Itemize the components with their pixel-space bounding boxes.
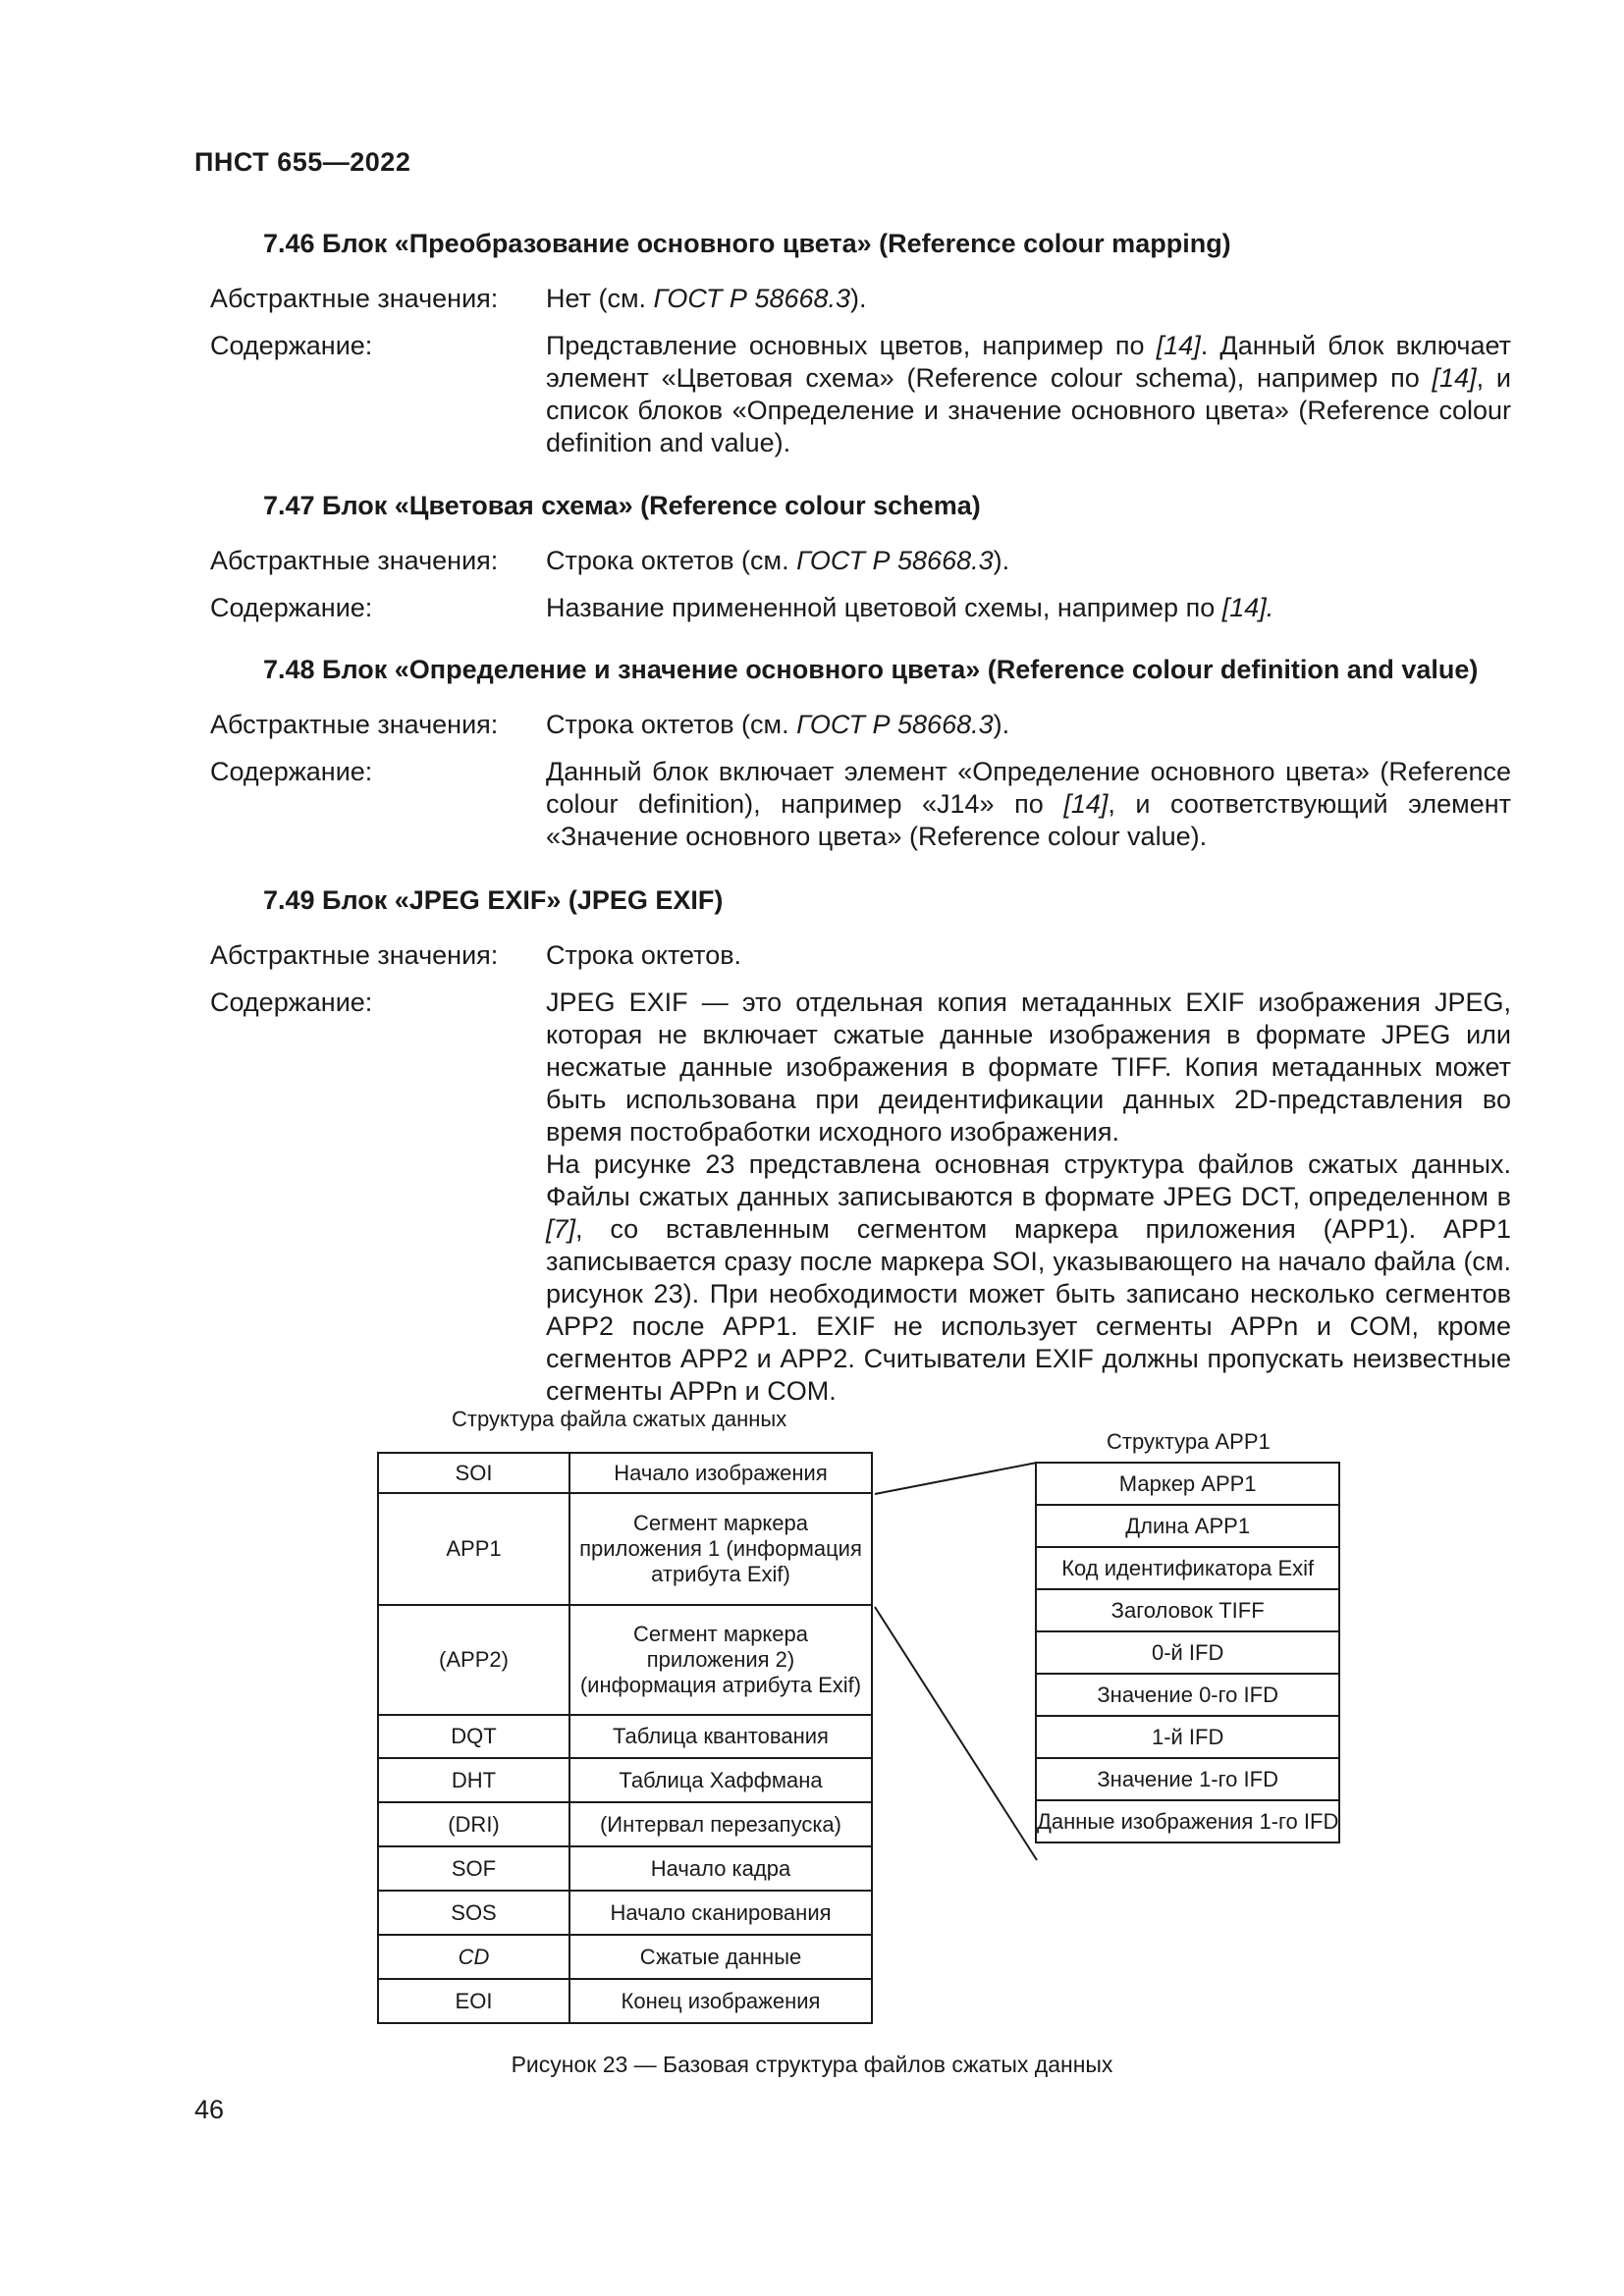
abstract-label: Абстрактные значения: <box>210 710 499 739</box>
app1-field: Данные изображения 1-го IFD <box>1036 1800 1339 1842</box>
bibliography-reference: [14]. <box>1221 593 1274 622</box>
segment-description: Сжатые данные <box>569 1935 872 1979</box>
segment-code: DHT <box>378 1758 569 1802</box>
abstract-value: Строка октетов (см. ГОСТ Р 58668.3). <box>546 710 1010 739</box>
app1-field: Заголовок TIFF <box>1036 1589 1339 1631</box>
segment-description: (Интервал перезапуска) <box>569 1802 872 1846</box>
content-label: Содержание: <box>210 331 373 360</box>
segment-description: Начало изображения <box>569 1453 872 1493</box>
connector-line-top <box>875 1463 1037 1494</box>
app1-field: Значение 1-го IFD <box>1036 1758 1339 1800</box>
segment-description: Сегмент маркера приложения 2) (информация атрибута Exif) <box>569 1605 872 1715</box>
segment-code: EOI <box>378 1979 569 2023</box>
app1-field: Значение 0-го IFD <box>1036 1674 1339 1716</box>
paragraph: JPEG EXIF — это отдельная копия метаданных EXIF изображения JPEG, которая не включает сжатые данные изображения в формате JPEG или несжатые данные изображения в формате TIFF. Копия метаданных может быть использована при деидентификации данных 2D-представления во время постобработки исходного изображения. <box>546 988 1511 1147</box>
segment-description: Сегмент маркера приложения 1 (информация атрибута Exif) <box>569 1493 872 1605</box>
abstract-value: Строка октетов (см. ГОСТ Р 58668.3). <box>546 546 1010 575</box>
standard-reference: ГОСТ Р 58668.3 <box>796 710 994 739</box>
standard-reference: ГОСТ Р 58668.3 <box>653 284 851 313</box>
segment-code: DQT <box>378 1715 569 1758</box>
segment-description: Конец изображения <box>569 1979 872 2023</box>
abstract-value: Строка октетов. <box>546 940 742 970</box>
segment-description: Таблица Хаффмана <box>569 1758 872 1802</box>
abstract-value: Нет (см. ГОСТ Р 58668.3). <box>546 284 867 313</box>
bibliography-reference: [14] <box>1432 363 1477 393</box>
right-figure-title: Структура APP1 <box>1107 1429 1271 1454</box>
segment-description: Таблица квантования <box>569 1715 872 1758</box>
segment-code: CD <box>378 1935 569 1979</box>
content-value: Данный блок включает элемент «Определение основного цвета» (Reference colour definition), например «J14» по [14], и соответствующий элемент «Значение основного цвета» (Reference colour value). <box>546 757 1511 851</box>
app1-field: Длина APP1 <box>1036 1505 1339 1547</box>
segment-description: Начало кадра <box>569 1846 872 1891</box>
figure-caption: Рисунок 23 — Базовая структура файлов сжатых данных <box>511 2052 1113 2077</box>
bibliography-reference: [7] <box>546 1214 576 1244</box>
section-title: 7.49 Блок «JPEG EXIF» (JPEG EXIF) <box>263 885 724 915</box>
segment-code: SOF <box>378 1846 569 1891</box>
segment-code: (APP2) <box>378 1605 569 1715</box>
connector-line-bottom <box>875 1607 1037 1860</box>
content-value: Название примененной цветовой схемы, например по [14]. <box>546 593 1274 622</box>
segment-description: Начало сканирования <box>569 1891 872 1935</box>
page-number: 46 <box>194 2095 225 2124</box>
bibliography-reference: [14] <box>1063 789 1109 819</box>
segment-code: (DRI) <box>378 1802 569 1846</box>
app1-field: 0-й IFD <box>1036 1631 1339 1674</box>
section-title: 7.48 Блок «Определение и значение основного цвета» (Reference colour definition and value) <box>263 655 1479 684</box>
left-figure-title: Структура файла сжатых данных <box>452 1407 787 1431</box>
standard-reference: ГОСТ Р 58668.3 <box>796 546 994 575</box>
app1-field: Маркер APP1 <box>1036 1463 1339 1505</box>
abstract-label: Абстрактные значения: <box>210 546 499 575</box>
content-value: Представление основных цветов, например по [14]. Данный блок включает элемент «Цветовая схема» (Reference colour schema), например по [14], и список блоков «Определение и значение основного цвета» (Reference colour definition and value). <box>546 331 1512 457</box>
segment-code: APP1 <box>378 1493 569 1605</box>
bibliography-reference: [14] <box>1156 331 1201 360</box>
abstract-label: Абстрактные значения: <box>210 940 499 970</box>
abstract-label: Абстрактные значения: <box>210 284 499 313</box>
content-label: Содержание: <box>210 593 373 622</box>
segment-code: SOI <box>378 1453 569 1493</box>
content-label: Содержание: <box>210 988 373 1017</box>
app1-field: Код идентификатора Exif <box>1036 1547 1339 1589</box>
document-header: ПНСТ 655—2022 <box>194 147 411 177</box>
segment-code: SOS <box>378 1891 569 1935</box>
section-title: 7.46 Блок «Преобразование основного цвета» (Reference colour mapping) <box>263 229 1231 258</box>
paragraph: На рисунке 23 представлена основная структура файлов сжатых данных. Файлы сжатых данных записываются в формате JPEG DCT, определенном в [7], со вставленным сегментом маркера приложения (APP1). APP1 записывается сразу после маркера SOI, указывающего на начало файла (см. рисунок 23). При необходимости может быть записано несколько сегментов APP2 после APP1. EXIF не использует сегменты APPn и COM, кроме сегментов APP2 и APP2. Считыватели EXIF должны пропускать неизвестные сегменты APPn и COM. <box>546 1149 1511 1406</box>
content-label: Содержание: <box>210 757 373 786</box>
section-title: 7.47 Блок «Цветовая схема» (Reference colour schema) <box>263 491 981 520</box>
app1-field: 1-й IFD <box>1036 1716 1339 1758</box>
